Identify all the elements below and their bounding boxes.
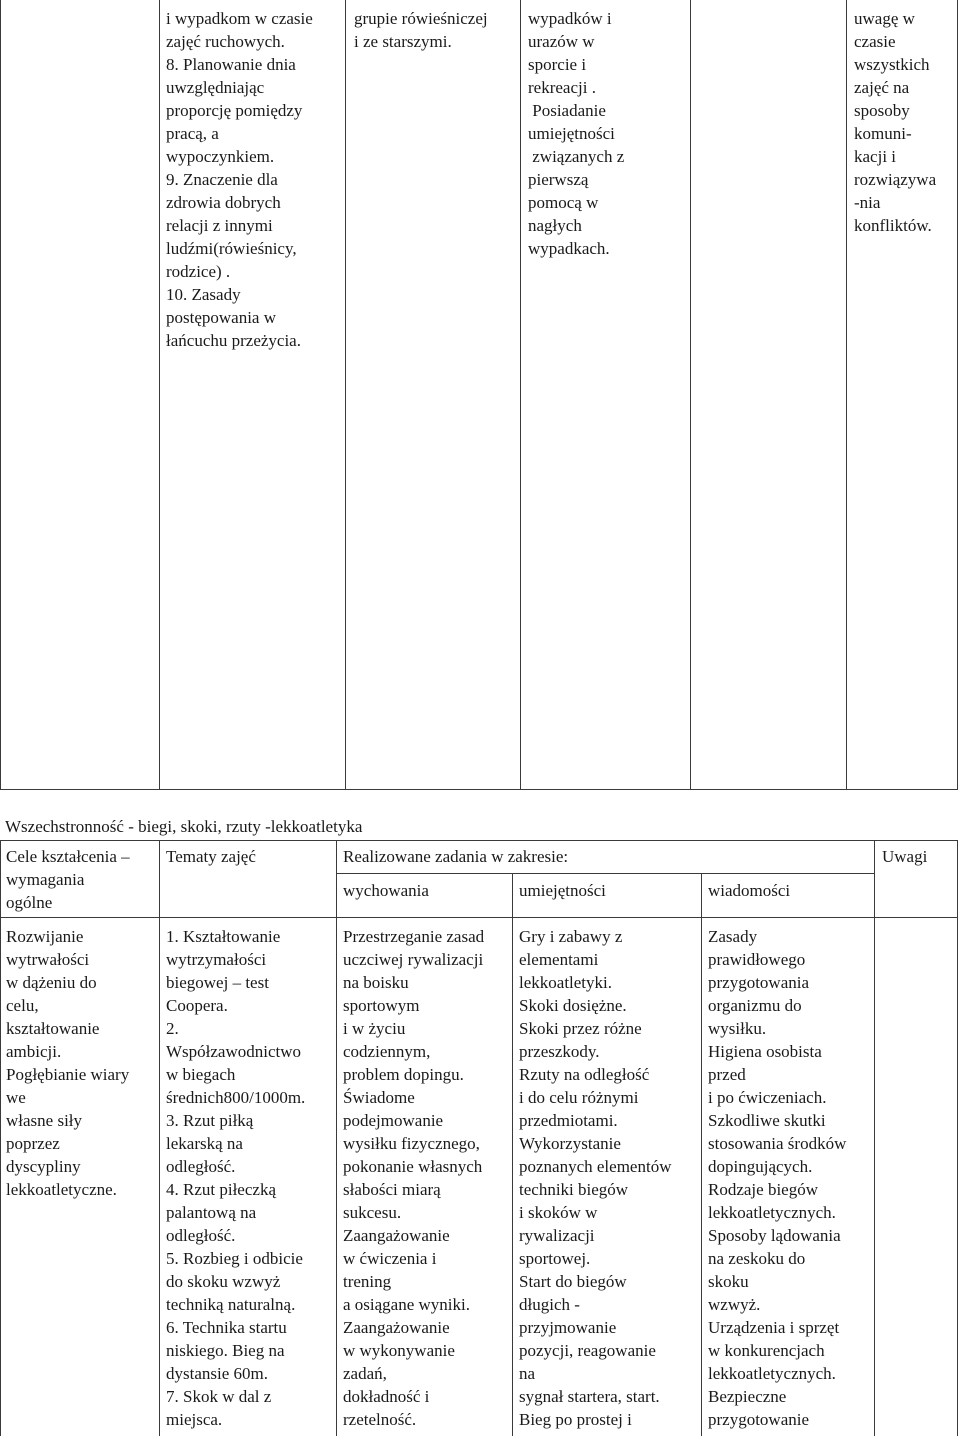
cell-wychowania bbox=[343, 925, 511, 1431]
text-line: 2. bbox=[166, 1019, 179, 1038]
text-line: w biegach bbox=[166, 1065, 236, 1084]
cell-cele bbox=[6, 925, 158, 1201]
text-line: 6. Technika startu bbox=[166, 1318, 287, 1337]
text-line: lekkoatletyczne. bbox=[6, 1180, 117, 1199]
text-line: 8. Planowanie dnia bbox=[166, 55, 296, 74]
top-table-border-left bbox=[0, 0, 1, 790]
text-line: dyscypliny bbox=[6, 1157, 81, 1176]
text-line: biegowej – test bbox=[166, 973, 269, 992]
text-line: w dążeniu do bbox=[6, 973, 97, 992]
top-cell-upbringing bbox=[354, 7, 519, 53]
text-line: sportowym bbox=[343, 996, 420, 1015]
text-line: wszystkich bbox=[854, 55, 930, 74]
text-line: Przestrzeganie zasad bbox=[343, 927, 485, 946]
text-line: zdrowia dobrych bbox=[166, 193, 281, 212]
text-line: relacji z innymi bbox=[166, 216, 273, 235]
text-line: wypadkach. bbox=[528, 239, 610, 258]
top-table-divider-3 bbox=[520, 0, 521, 790]
text-line: dopingujących. bbox=[708, 1157, 813, 1176]
text-line: 3. Rzut piłką bbox=[166, 1111, 254, 1130]
header-uwagi-text: Uwagi bbox=[882, 847, 928, 866]
text-line: Sposoby lądowania bbox=[708, 1226, 841, 1245]
text-line: i wypadkom w czasie bbox=[166, 9, 313, 28]
table-col-divider-5 bbox=[874, 840, 875, 1436]
top-table-divider-4 bbox=[690, 0, 691, 790]
text-line: skoku bbox=[708, 1272, 749, 1291]
table-header-divider bbox=[0, 917, 958, 918]
text-line: palantową na bbox=[166, 1203, 257, 1222]
text-line: Zaangażowanie bbox=[343, 1226, 450, 1245]
table-subheader-divider bbox=[336, 873, 874, 874]
text-line: miejsca. bbox=[166, 1410, 223, 1429]
text-line: uczciwej rywalizacji bbox=[343, 950, 484, 969]
header-cele-line: wymagania bbox=[6, 870, 85, 889]
text-line: pomocą w bbox=[528, 193, 599, 212]
text-line: postępowania w bbox=[166, 308, 277, 327]
top-table-border-right bbox=[957, 0, 958, 790]
text-line: sportowej. bbox=[519, 1249, 591, 1268]
text-line: poprzez bbox=[6, 1134, 60, 1153]
text-line: urazów w bbox=[528, 32, 595, 51]
header-wiadomosci-text: wiadomości bbox=[708, 881, 791, 900]
top-cell-topics bbox=[166, 7, 344, 352]
header-realizowane bbox=[343, 845, 568, 868]
text-line: Skoki dosiężne. bbox=[519, 996, 627, 1015]
text-line: Rzuty na odległość bbox=[519, 1065, 650, 1084]
text-line: wzwyż. bbox=[708, 1295, 761, 1314]
top-table-divider-1 bbox=[159, 0, 160, 790]
text-line: 1. Kształtowanie bbox=[166, 927, 281, 946]
text-line: własne siły bbox=[6, 1111, 83, 1130]
text-line: wysiłku. bbox=[708, 1019, 767, 1038]
table-border-left bbox=[0, 840, 1, 1436]
text-line: 9. Znaczenie dla bbox=[166, 170, 278, 189]
text-line: Rozwijanie bbox=[6, 927, 84, 946]
text-line: uwagę w bbox=[854, 9, 915, 28]
text-line: Współzawodnictwo bbox=[166, 1042, 302, 1061]
text-line: i skoków w bbox=[519, 1203, 598, 1222]
text-line: Urządzenia i sprzęt bbox=[708, 1318, 840, 1337]
text-line: na zeskoku do bbox=[708, 1249, 806, 1268]
text-line: przygotowania bbox=[708, 973, 810, 992]
text-line: prawidłowego bbox=[708, 950, 806, 969]
text-line: przeszkody. bbox=[519, 1042, 600, 1061]
text-line: sporcie i bbox=[528, 55, 587, 74]
text-line: rywalizacji bbox=[519, 1226, 595, 1245]
text-line: Posiadanie bbox=[528, 101, 606, 120]
text-line: -nia bbox=[854, 193, 881, 212]
text-line: do skoku wzwyż bbox=[166, 1272, 281, 1291]
text-line: czasie bbox=[854, 32, 896, 51]
text-line: Szkodliwe skutki bbox=[708, 1111, 826, 1130]
header-cele-line: ogólne bbox=[6, 893, 53, 912]
header-wychowania bbox=[343, 879, 429, 902]
text-line: wysiłku fizycznego, bbox=[343, 1134, 480, 1153]
text-line: podejmowanie bbox=[343, 1111, 444, 1130]
text-line: lekkoatletyki. bbox=[519, 973, 613, 992]
text-line: rzetelność. bbox=[343, 1410, 417, 1429]
text-line: odległość. bbox=[166, 1157, 236, 1176]
text-line: Wykorzystanie bbox=[519, 1134, 621, 1153]
text-line: rodzice) . bbox=[166, 262, 231, 281]
text-line: długich - bbox=[519, 1295, 580, 1314]
table-border-top bbox=[0, 840, 958, 841]
text-line: lekarską na bbox=[166, 1134, 243, 1153]
text-line: 10. Zasady bbox=[166, 285, 241, 304]
text-line: grupie rówieśniczej bbox=[354, 9, 488, 28]
text-line: Gry i zabawy z bbox=[519, 927, 623, 946]
text-line: kształtowanie bbox=[6, 1019, 100, 1038]
text-line: a osiągane wyniki. bbox=[343, 1295, 470, 1314]
text-line: przed bbox=[708, 1065, 746, 1084]
header-wychowania-text: wychowania bbox=[343, 881, 429, 900]
text-line: poznanych elementów bbox=[519, 1157, 672, 1176]
text-line: przygotowanie bbox=[708, 1410, 810, 1429]
text-line: proporcję pomiędzy bbox=[166, 101, 303, 120]
text-line: w konkurencjach bbox=[708, 1341, 825, 1360]
text-line: sposoby bbox=[854, 101, 910, 120]
text-line: Skoki przez różne bbox=[519, 1019, 642, 1038]
header-realizowane-text: Realizowane zadania w zakresie: bbox=[343, 847, 569, 866]
text-line: ludźmi(rówieśnicy, bbox=[166, 239, 297, 258]
text-line: w wykonywanie bbox=[343, 1341, 455, 1360]
text-line: Zasady bbox=[708, 927, 758, 946]
top-table-border-bottom bbox=[0, 789, 958, 790]
text-line: ambicji. bbox=[6, 1042, 62, 1061]
text-line: zadań, bbox=[343, 1364, 387, 1383]
text-line: pracą, a bbox=[166, 124, 219, 143]
text-line: dystansie 60m. bbox=[166, 1364, 268, 1383]
text-line: słabości miarą bbox=[343, 1180, 441, 1199]
header-wiadomosci bbox=[708, 879, 790, 902]
text-line: średnich800/1000m. bbox=[166, 1088, 306, 1107]
text-line: pozycji, reagowanie bbox=[519, 1341, 656, 1360]
text-line: problem dopingu. bbox=[343, 1065, 464, 1084]
text-line: techniką naturalną. bbox=[166, 1295, 296, 1314]
text-line: wypadków i bbox=[528, 9, 612, 28]
section-title-text: Wszechstronność - biegi, skoki, rzuty -lekkoatletyka bbox=[5, 817, 363, 836]
text-line: umiejętności bbox=[528, 124, 615, 143]
text-line: niskiego. Bieg na bbox=[166, 1341, 285, 1360]
text-line: pokonanie własnych bbox=[343, 1157, 483, 1176]
text-line: sygnał startera, start. bbox=[519, 1387, 660, 1406]
text-line: we bbox=[6, 1088, 26, 1107]
top-cell-skills bbox=[528, 7, 688, 260]
text-line: techniki biegów bbox=[519, 1180, 629, 1199]
text-line: Higiena osobista bbox=[708, 1042, 822, 1061]
section-title bbox=[5, 815, 362, 838]
text-line: i w życiu bbox=[343, 1019, 406, 1038]
top-cell-remarks bbox=[854, 7, 956, 237]
header-cele-line: Cele kształcenia – bbox=[6, 847, 130, 866]
header-umiejetnosci bbox=[519, 879, 606, 902]
text-line: i do celu różnymi bbox=[519, 1088, 639, 1107]
text-line: Rodzaje biegów bbox=[708, 1180, 818, 1199]
text-line: nagłych bbox=[528, 216, 582, 235]
header-cele bbox=[6, 845, 158, 914]
text-line: i ze starszymi. bbox=[354, 32, 452, 51]
table-col-divider-1 bbox=[159, 840, 160, 1436]
text-line: rekreacji . bbox=[528, 78, 596, 97]
text-line: pierwszą bbox=[528, 170, 589, 189]
text-line: Pogłębianie wiary bbox=[6, 1065, 130, 1084]
text-line: elementami bbox=[519, 950, 599, 969]
text-line: komuni- bbox=[854, 124, 912, 143]
text-line: i po ćwiczeniach. bbox=[708, 1088, 827, 1107]
table-col-divider-2 bbox=[336, 840, 337, 1436]
text-line: 4. Rzut piłeczką bbox=[166, 1180, 276, 1199]
table-border-right bbox=[957, 840, 958, 1436]
text-line: konfliktów. bbox=[854, 216, 932, 235]
text-line: Bezpieczne bbox=[708, 1387, 787, 1406]
text-line: trening bbox=[343, 1272, 392, 1291]
text-line: Bieg po prostej i bbox=[519, 1410, 632, 1429]
text-line: odległość. bbox=[166, 1226, 236, 1245]
text-line: uwzględniając bbox=[166, 78, 265, 97]
table-col-divider-4 bbox=[701, 874, 702, 1436]
text-line: codziennym, bbox=[343, 1042, 431, 1061]
text-line: Zaangażowanie bbox=[343, 1318, 450, 1337]
text-line: kacji i bbox=[854, 147, 897, 166]
cell-wiadomosci bbox=[708, 925, 874, 1431]
cell-umiejetnosci bbox=[519, 925, 700, 1431]
text-line: zajęć ruchowych. bbox=[166, 32, 285, 51]
text-line: w ćwiczenia i bbox=[343, 1249, 437, 1268]
text-line: związanych z bbox=[528, 147, 625, 166]
text-line: przyjmowanie bbox=[519, 1318, 617, 1337]
text-line: 5. Rozbieg i odbicie bbox=[166, 1249, 303, 1268]
text-line: dokładność i bbox=[343, 1387, 430, 1406]
top-table-divider-5 bbox=[846, 0, 847, 790]
text-line: Start do biegów bbox=[519, 1272, 627, 1291]
text-line: organizmu do bbox=[708, 996, 802, 1015]
table-col-divider-3 bbox=[512, 874, 513, 1436]
text-line: lekkoatletycznych. bbox=[708, 1364, 836, 1383]
cell-tematy bbox=[166, 925, 336, 1431]
header-uwagi bbox=[882, 845, 927, 868]
text-line: rozwiązywa bbox=[854, 170, 937, 189]
text-line: wytrwałości bbox=[6, 950, 90, 969]
text-line: zajęć na bbox=[854, 78, 910, 97]
text-line: na bbox=[519, 1364, 536, 1383]
text-line: na boisku bbox=[343, 973, 409, 992]
text-line: łańcuchu przeżycia. bbox=[166, 331, 301, 350]
text-line: wypoczynkiem. bbox=[166, 147, 275, 166]
text-line: celu, bbox=[6, 996, 39, 1015]
header-tematy bbox=[166, 845, 256, 868]
header-tematy-text: Tematy zajęć bbox=[166, 847, 256, 866]
top-table-divider-2 bbox=[345, 0, 346, 790]
text-line: Coopera. bbox=[166, 996, 228, 1015]
text-line: 7. Skok w dal z bbox=[166, 1387, 272, 1406]
text-line: przedmiotami. bbox=[519, 1111, 618, 1130]
header-umiejetnosci-text: umiejętności bbox=[519, 881, 606, 900]
text-line: stosowania środków bbox=[708, 1134, 847, 1153]
text-line: sukcesu. bbox=[343, 1203, 402, 1222]
text-line: Świadome bbox=[343, 1088, 415, 1107]
text-line: wytrzymałości bbox=[166, 950, 267, 969]
text-line: lekkoatletycznych. bbox=[708, 1203, 836, 1222]
